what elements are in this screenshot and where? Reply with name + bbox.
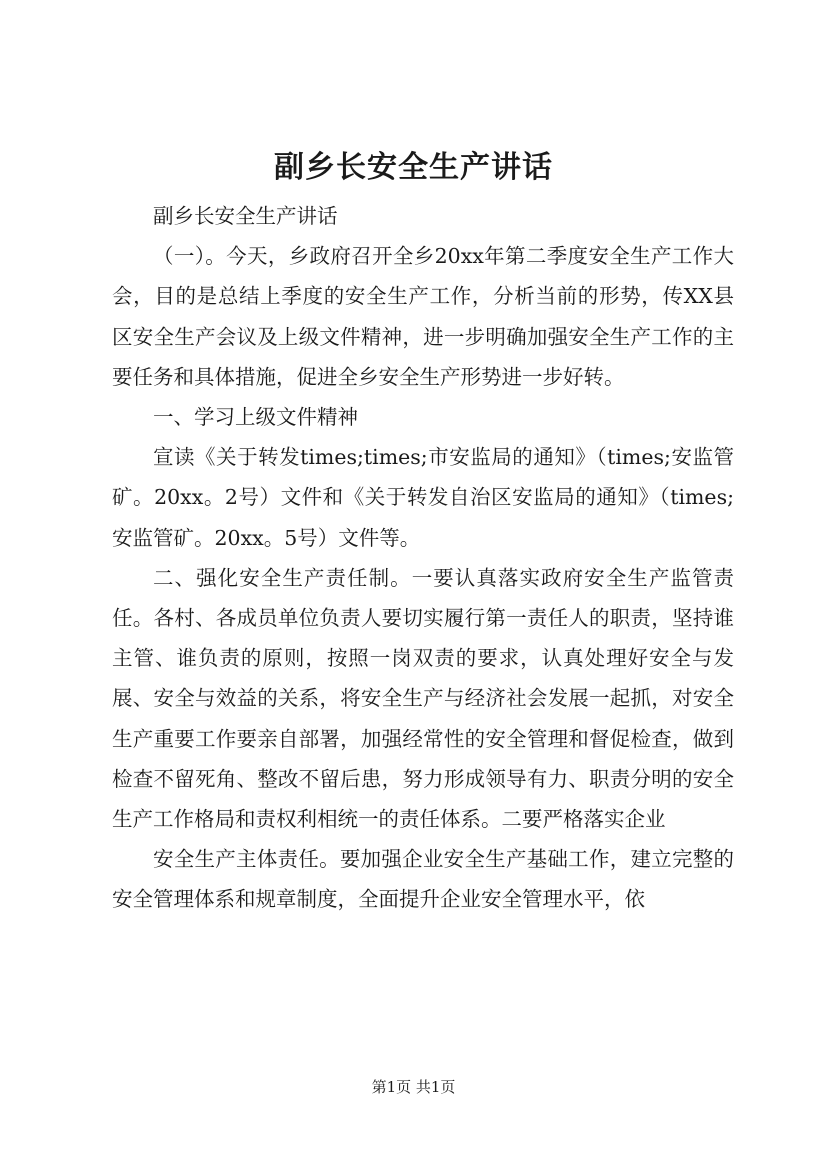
- paragraph-subtitle: 副乡长安全生产讲话: [153, 204, 338, 228]
- paragraph-intro: （一）。今天，乡政府召开全乡20xx年第二季度安全生产工作大会，目的是总结上季度的安全生产工作，分析当前的形势，传XX县区安全生产会议及上级文件精神，进一步明确加强安全生产工作的主要任务和具体措施，促进全乡安全生产形势进一步好转。: [112, 244, 734, 389]
- paragraph-enterprise: 安全生产主体责任。要加强企业安全生产基础工作，建立完整的安全管理体系和规章制度，全面提升企业安全管理水平，依: [112, 847, 734, 912]
- document-title: 副乡长安全生产讲话: [274, 150, 553, 185]
- paragraph-responsibility: 二、强化安全生产责任制。一要认真落实政府安全生产监管责任。各村、各成员单位负责人要切实履行第一责任人的职责，坚持谁主管、谁负责的原则，按照一岗双责的要求，认真处理好安全与发展、安全与效益的关系，将安全生产与经济社会发展一起抓，对安全生产重要工作要亲自部署，加强经常性的安全管理和督促检查，做到检查不留死角、整改不留后患，努力形成领导有力、职责分明的安全生产工作格局和责权利相统一的责任体系。二要严格落实企业: [112, 565, 734, 832]
- document-body: [112, 196, 734, 920]
- section-heading-1: 一、学习上级文件精神: [153, 405, 358, 430]
- paragraph-documents: 宣读《关于转发times;times;市安监局的通知》（times;安监管矿。20xx。2号）文件和《关于转发自治区安监局的通知》（times;安监管矿。20xx。5号）文件等。: [112, 445, 734, 550]
- page-footer: 第1页 共1页: [371, 1078, 456, 1096]
